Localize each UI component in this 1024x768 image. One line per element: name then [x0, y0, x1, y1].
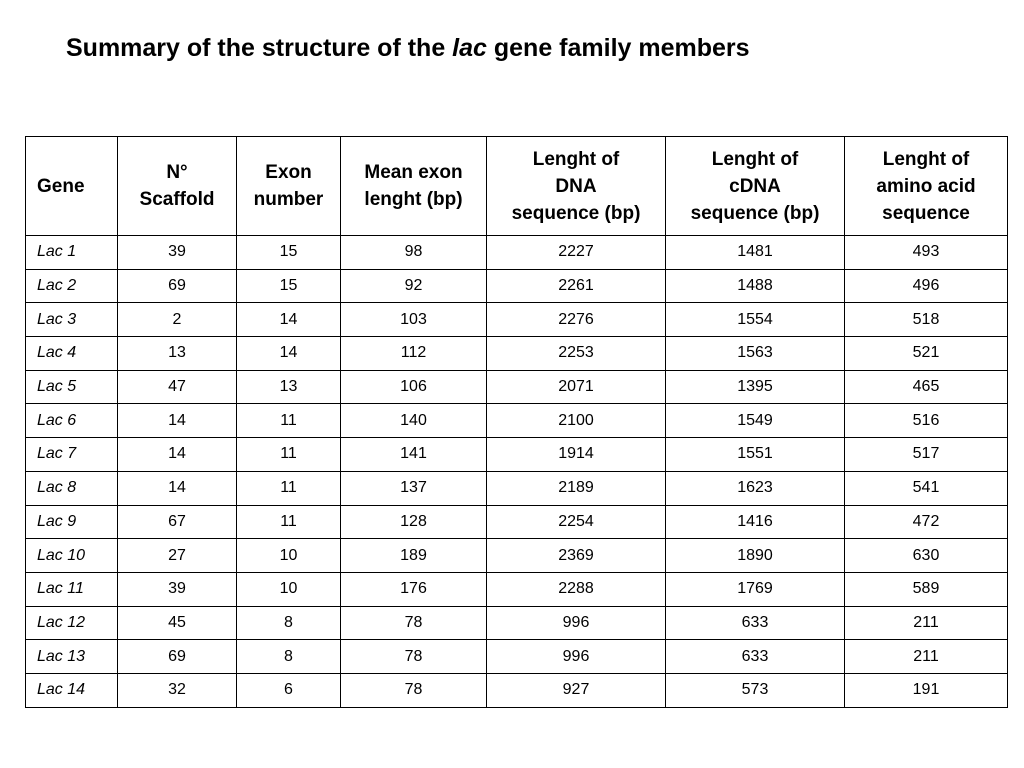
- amino-acid-length-cell: 191: [845, 673, 1008, 707]
- header-line: Mean exon: [364, 162, 463, 183]
- table-row: [26, 236, 1008, 270]
- header-line: sequence (bp): [511, 202, 641, 224]
- mean-exon-length-cell: 92: [341, 269, 487, 303]
- mean-exon-length-cell: 78: [341, 640, 487, 674]
- amino-acid-length-cell: 521: [845, 337, 1008, 371]
- cdna-length-cell: 1549: [666, 404, 845, 438]
- lac-gene-summary-table: [25, 136, 1008, 708]
- gene-cell: Lac 6: [26, 404, 118, 438]
- header-scaffold: [118, 137, 237, 236]
- table-row: [26, 303, 1008, 337]
- cdna-length-cell: 1623: [666, 471, 845, 505]
- exon-number-cell: 11: [237, 404, 341, 438]
- amino-acid-length-cell: 465: [845, 370, 1008, 404]
- amino-acid-length-cell: 472: [845, 505, 1008, 539]
- mean-exon-length-cell: 112: [341, 337, 487, 371]
- scaffold-cell: 69: [118, 640, 237, 674]
- cdna-length-cell: 1554: [666, 303, 845, 337]
- dna-length-cell: 1914: [487, 438, 666, 472]
- scaffold-cell: 39: [118, 236, 237, 270]
- header-gene: [26, 137, 118, 236]
- amino-acid-length-cell: 518: [845, 303, 1008, 337]
- gene-cell: Lac 14: [26, 673, 118, 707]
- header-line: sequence: [882, 202, 970, 224]
- scaffold-cell: 47: [118, 370, 237, 404]
- scaffold-cell: 39: [118, 572, 237, 606]
- table-row: [26, 572, 1008, 606]
- header-line: Gene: [37, 175, 85, 197]
- mean-exon-length-cell: 106: [341, 370, 487, 404]
- dna-length-cell: 2253: [487, 337, 666, 371]
- gene-cell: Lac 5: [26, 370, 118, 404]
- cdna-length-cell: 573: [666, 673, 845, 707]
- scaffold-cell: 27: [118, 539, 237, 573]
- dna-length-cell: 996: [487, 640, 666, 674]
- gene-cell: Lac 10: [26, 539, 118, 573]
- scaffold-cell: 69: [118, 269, 237, 303]
- header-line: Scaffold: [139, 189, 215, 210]
- exon-number-cell: 13: [237, 370, 341, 404]
- table-row: [26, 438, 1008, 472]
- amino-acid-length-cell: 493: [845, 236, 1008, 270]
- mean-exon-length-cell: 128: [341, 505, 487, 539]
- header-line: amino acid: [876, 175, 976, 197]
- cdna-length-cell: 1395: [666, 370, 845, 404]
- cdna-length-cell: 1551: [666, 438, 845, 472]
- header-exon-number: [237, 137, 341, 236]
- dna-length-cell: 996: [487, 606, 666, 640]
- cdna-length-cell: 633: [666, 640, 845, 674]
- amino-acid-length-cell: 630: [845, 539, 1008, 573]
- mean-exon-length-cell: 176: [341, 572, 487, 606]
- gene-cell: Lac 1: [26, 236, 118, 270]
- table-row: [26, 337, 1008, 371]
- cdna-length-cell: 1563: [666, 337, 845, 371]
- scaffold-cell: 45: [118, 606, 237, 640]
- table-body: [26, 236, 1008, 708]
- dna-length-cell: 2227: [487, 236, 666, 270]
- title-italic-lac: lac: [452, 34, 487, 62]
- mean-exon-length-cell: 78: [341, 673, 487, 707]
- table-row: [26, 606, 1008, 640]
- page-title: [66, 34, 750, 63]
- dna-length-cell: 2071: [487, 370, 666, 404]
- mean-exon-length-cell: 189: [341, 539, 487, 573]
- header-line: sequence (bp): [690, 202, 820, 224]
- scaffold-cell: 14: [118, 438, 237, 472]
- dna-length-cell: 2100: [487, 404, 666, 438]
- gene-cell: Lac 9: [26, 505, 118, 539]
- amino-acid-length-cell: 211: [845, 606, 1008, 640]
- mean-exon-length-cell: 78: [341, 606, 487, 640]
- title-prefix: Summary of the structure of the: [66, 34, 453, 62]
- exon-number-cell: 10: [237, 572, 341, 606]
- exon-number-cell: 6: [237, 673, 341, 707]
- table-row: [26, 539, 1008, 573]
- header-mean-exon-length: [341, 137, 487, 236]
- dna-length-cell: 2261: [487, 269, 666, 303]
- mean-exon-length-cell: 141: [341, 438, 487, 472]
- table-row: [26, 404, 1008, 438]
- title-suffix: gene family members: [486, 34, 750, 62]
- amino-acid-length-cell: 517: [845, 438, 1008, 472]
- gene-cell: Lac 12: [26, 606, 118, 640]
- dna-length-cell: 2189: [487, 471, 666, 505]
- exon-number-cell: 14: [237, 303, 341, 337]
- amino-acid-length-cell: 516: [845, 404, 1008, 438]
- exon-number-cell: 15: [237, 236, 341, 270]
- cdna-length-cell: 1769: [666, 572, 845, 606]
- header-line: DNA: [555, 175, 597, 197]
- gene-cell: Lac 2: [26, 269, 118, 303]
- header-line: Lenght of: [882, 148, 970, 170]
- scaffold-cell: 14: [118, 404, 237, 438]
- header-line: lenght (bp): [364, 189, 463, 210]
- header-row: [26, 137, 1008, 236]
- dna-length-cell: 2369: [487, 539, 666, 573]
- amino-acid-length-cell: 211: [845, 640, 1008, 674]
- header-amino-acid-length: [845, 137, 1008, 236]
- scaffold-cell: 14: [118, 471, 237, 505]
- header-line: cDNA: [729, 175, 781, 197]
- gene-cell: Lac 4: [26, 337, 118, 371]
- dna-length-cell: 2276: [487, 303, 666, 337]
- table-row: [26, 673, 1008, 707]
- table-row: [26, 471, 1008, 505]
- scaffold-cell: 32: [118, 673, 237, 707]
- header-line: Lenght of: [532, 148, 620, 170]
- scaffold-cell: 67: [118, 505, 237, 539]
- table-row: [26, 505, 1008, 539]
- cdna-length-cell: 633: [666, 606, 845, 640]
- header-line: Lenght of: [711, 148, 799, 170]
- mean-exon-length-cell: 98: [341, 236, 487, 270]
- scaffold-cell: 2: [118, 303, 237, 337]
- exon-number-cell: 14: [237, 337, 341, 371]
- header-cdna-length: [666, 137, 845, 236]
- exon-number-cell: 11: [237, 471, 341, 505]
- gene-cell: Lac 11: [26, 572, 118, 606]
- amino-acid-length-cell: 496: [845, 269, 1008, 303]
- cdna-length-cell: 1890: [666, 539, 845, 573]
- dna-length-cell: 2254: [487, 505, 666, 539]
- gene-cell: Lac 3: [26, 303, 118, 337]
- table-row: [26, 370, 1008, 404]
- header-line: Exon: [265, 162, 312, 183]
- mean-exon-length-cell: 140: [341, 404, 487, 438]
- exon-number-cell: 11: [237, 505, 341, 539]
- gene-cell: Lac 7: [26, 438, 118, 472]
- exon-number-cell: 15: [237, 269, 341, 303]
- cdna-length-cell: 1481: [666, 236, 845, 270]
- gene-cell: Lac 8: [26, 471, 118, 505]
- exon-number-cell: 10: [237, 539, 341, 573]
- dna-length-cell: 927: [487, 673, 666, 707]
- header-line: number: [253, 189, 324, 210]
- scaffold-cell: 13: [118, 337, 237, 371]
- table-row: [26, 269, 1008, 303]
- mean-exon-length-cell: 137: [341, 471, 487, 505]
- exon-number-cell: 8: [237, 606, 341, 640]
- table-row: [26, 640, 1008, 674]
- header-line: N°: [166, 162, 188, 183]
- exon-number-cell: 8: [237, 640, 341, 674]
- amino-acid-length-cell: 541: [845, 471, 1008, 505]
- cdna-length-cell: 1416: [666, 505, 845, 539]
- amino-acid-length-cell: 589: [845, 572, 1008, 606]
- cdna-length-cell: 1488: [666, 269, 845, 303]
- dna-length-cell: 2288: [487, 572, 666, 606]
- header-dna-length: [487, 137, 666, 236]
- mean-exon-length-cell: 103: [341, 303, 487, 337]
- gene-cell: Lac 13: [26, 640, 118, 674]
- exon-number-cell: 11: [237, 438, 341, 472]
